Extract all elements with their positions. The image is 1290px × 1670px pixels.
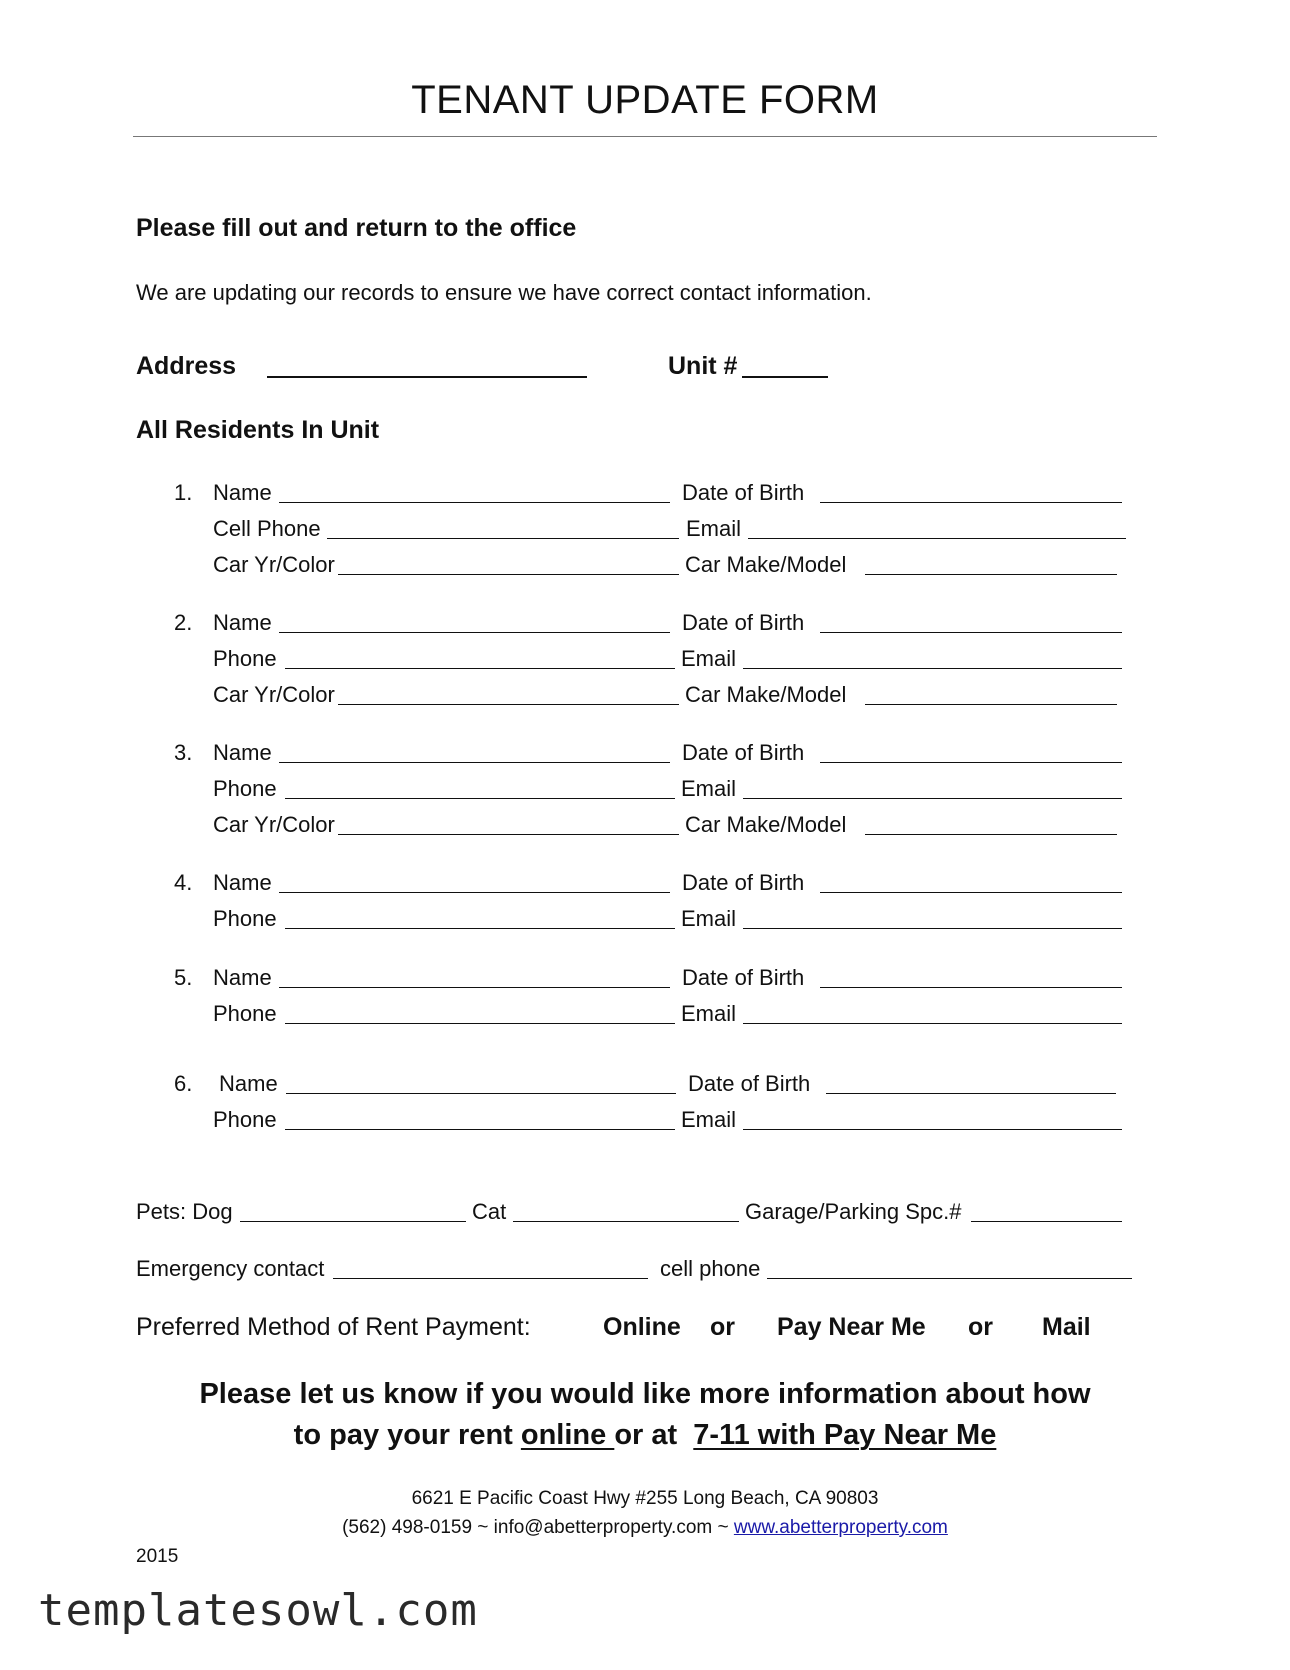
resident-number: 3. bbox=[174, 740, 193, 765]
info-line-2 bbox=[0, 1419, 1290, 1452]
email-label: Email bbox=[681, 1001, 737, 1026]
car-color-label: Car Yr/Color bbox=[213, 682, 335, 707]
phone-field[interactable] bbox=[327, 520, 679, 539]
car-color-field[interactable] bbox=[338, 686, 679, 705]
name-field[interactable] bbox=[286, 1075, 676, 1094]
payment-option-pay-near-me[interactable]: Pay Near Me bbox=[777, 1313, 926, 1341]
phone-field[interactable] bbox=[285, 910, 675, 929]
email-label: Email bbox=[686, 516, 742, 541]
pets-dog-label: Pets: Dog bbox=[136, 1199, 233, 1224]
car-color-field[interactable] bbox=[338, 556, 679, 575]
dob-field[interactable] bbox=[820, 614, 1122, 633]
car-model-label: Car Make/Model bbox=[685, 812, 847, 837]
email-label: Email bbox=[681, 1107, 737, 1132]
dob-field[interactable] bbox=[820, 484, 1122, 503]
name-label: Name bbox=[213, 870, 272, 895]
emergency-cell-field[interactable] bbox=[767, 1260, 1132, 1279]
payment-label: Preferred Method of Rent Payment: bbox=[136, 1313, 531, 1341]
emergency-contact-field[interactable] bbox=[333, 1260, 648, 1279]
info-line-1: Please let us know if you would like more information about how bbox=[199, 1378, 1091, 1410]
dog-field[interactable] bbox=[240, 1203, 466, 1222]
resident-number: 5. bbox=[174, 965, 193, 990]
parking-field[interactable] bbox=[971, 1203, 1122, 1222]
form-year: 2015 bbox=[136, 1546, 179, 1567]
cell-phone-label: Cell Phone bbox=[213, 516, 321, 541]
email-field[interactable] bbox=[743, 1005, 1122, 1024]
title-divider bbox=[133, 136, 1157, 137]
website-link[interactable]: www.abetterproperty.com bbox=[733, 1517, 948, 1538]
phone-label: Phone bbox=[213, 646, 277, 671]
email-label: Email bbox=[681, 906, 737, 931]
unit-label: Unit # bbox=[668, 352, 738, 380]
car-model-field[interactable] bbox=[865, 686, 1117, 705]
footer-contact-text: (562) 498-0159 ~ info@abetterproperty.com ~ bbox=[342, 1517, 734, 1538]
dob-label: Date of Birth bbox=[682, 610, 805, 635]
cat-field[interactable] bbox=[513, 1203, 739, 1222]
name-label: Name bbox=[219, 1071, 278, 1096]
phone-label: Phone bbox=[213, 1107, 277, 1132]
name-label: Name bbox=[213, 740, 272, 765]
address-field[interactable] bbox=[267, 358, 587, 378]
pay-near-me-link[interactable]: 7-11 with Pay Near Me bbox=[693, 1419, 997, 1451]
or-at-text: or at bbox=[614, 1419, 686, 1451]
car-model-field[interactable] bbox=[865, 816, 1117, 835]
online-link[interactable]: online bbox=[520, 1419, 615, 1451]
footer-address: 6621 E Pacific Coast Hwy #255 Long Beach, CA 90803 bbox=[411, 1488, 879, 1509]
intro-text: We are updating our records to ensure we have correct contact information. bbox=[136, 280, 872, 305]
parking-label: Garage/Parking Spc.# bbox=[745, 1199, 962, 1224]
email-field[interactable] bbox=[743, 910, 1122, 929]
residents-heading: All Residents In Unit bbox=[136, 416, 380, 444]
dob-label: Date of Birth bbox=[682, 870, 805, 895]
resident-number: 6. bbox=[174, 1071, 193, 1096]
car-model-label: Car Make/Model bbox=[685, 552, 847, 577]
form-title: TENANT UPDATE FORM bbox=[411, 78, 879, 122]
dob-label: Date of Birth bbox=[682, 740, 805, 765]
car-model-field[interactable] bbox=[865, 556, 1117, 575]
car-color-label: Car Yr/Color bbox=[213, 812, 335, 837]
instructions-heading: Please fill out and return to the office bbox=[136, 214, 577, 242]
cat-label: Cat bbox=[472, 1199, 507, 1224]
name-label: Name bbox=[213, 480, 272, 505]
dob-field[interactable] bbox=[820, 744, 1122, 763]
emergency-contact-label: Emergency contact bbox=[136, 1256, 325, 1281]
phone-label: Phone bbox=[213, 776, 277, 801]
email-label: Email bbox=[681, 646, 737, 671]
address-label: Address bbox=[136, 352, 237, 380]
dob-label: Date of Birth bbox=[682, 480, 805, 505]
name-label: Name bbox=[213, 610, 272, 635]
car-color-label: Car Yr/Color bbox=[213, 552, 335, 577]
payment-option-online[interactable]: Online bbox=[603, 1313, 681, 1341]
email-field[interactable] bbox=[743, 650, 1122, 669]
phone-field[interactable] bbox=[285, 780, 675, 799]
footer-contact bbox=[0, 1517, 1290, 1539]
dob-label: Date of Birth bbox=[682, 965, 805, 990]
dob-field[interactable] bbox=[820, 969, 1122, 988]
name-field[interactable] bbox=[279, 614, 670, 633]
or-text: or bbox=[710, 1313, 735, 1341]
car-model-label: Car Make/Model bbox=[685, 682, 847, 707]
watermark: templatesowl.com bbox=[38, 1585, 478, 1636]
info-line-2-text: to pay your rent bbox=[293, 1419, 521, 1451]
payment-option-mail[interactable]: Mail bbox=[1042, 1313, 1091, 1341]
or-text: or bbox=[968, 1313, 993, 1341]
phone-field[interactable] bbox=[285, 1111, 675, 1130]
email-field[interactable] bbox=[743, 1111, 1122, 1130]
email-field[interactable] bbox=[748, 520, 1126, 539]
email-label: Email bbox=[681, 776, 737, 801]
dob-label: Date of Birth bbox=[688, 1071, 811, 1096]
emergency-cell-label: cell phone bbox=[660, 1256, 761, 1281]
name-field[interactable] bbox=[279, 969, 670, 988]
phone-field[interactable] bbox=[285, 1005, 675, 1024]
car-color-field[interactable] bbox=[338, 816, 679, 835]
email-field[interactable] bbox=[743, 780, 1122, 799]
resident-number: 4. bbox=[174, 870, 193, 895]
phone-label: Phone bbox=[213, 906, 277, 931]
phone-label: Phone bbox=[213, 1001, 277, 1026]
name-field[interactable] bbox=[279, 744, 670, 763]
name-field[interactable] bbox=[279, 874, 670, 893]
phone-field[interactable] bbox=[285, 650, 675, 669]
name-field[interactable] bbox=[279, 484, 670, 503]
name-label: Name bbox=[213, 965, 272, 990]
unit-field[interactable] bbox=[742, 358, 828, 378]
resident-number: 2. bbox=[174, 610, 193, 635]
dob-field[interactable] bbox=[826, 1075, 1116, 1094]
dob-field[interactable] bbox=[820, 874, 1122, 893]
resident-number: 1. bbox=[174, 480, 193, 505]
